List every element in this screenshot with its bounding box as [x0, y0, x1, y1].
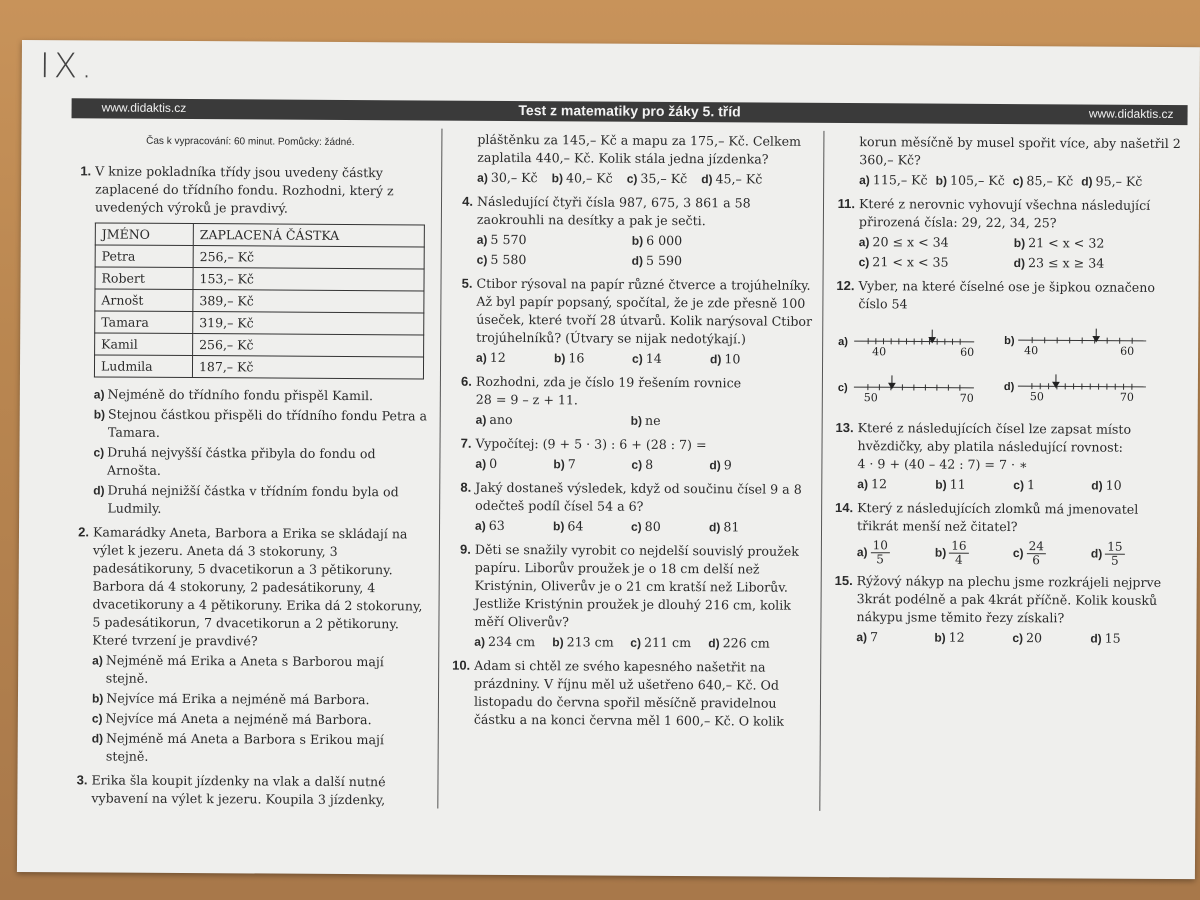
- question-7: 7. Vypočítej: (9 + 5 · 3) : 6 + (28 : 7) = a) 0 b) 7 c) 8 d) 9: [460, 435, 732, 473]
- page-title: Test z matematiky pro žáky 5. tříd: [518, 102, 741, 120]
- question-3: 3. Erika šla koupit jízdenky na vlak a další nutné vybavení na výlet k jezeru. Koupila 3 jízdenky,: [76, 772, 386, 808]
- svg-text:60: 60: [1120, 344, 1135, 358]
- question-3-continued: pláštěnku za 145,– Kč a mapu za 175,– Kč. Celkem zaplatila 440,– Kč. Kolik stála jedna jízdenka? a) 30,– Kč b) 40,– Kč c) 35,– Kč d) 45,– Kč: [477, 131, 802, 187]
- svg-text:a): a): [838, 335, 848, 349]
- payments-table: JMÉNO ZAPLACENÁ ČÁSTKA Petra 256,– Kč Robert 153,– Kč Arnošt 389,– Kč Tamara 319,– Kč Kamil 256,– Kč Ludmila 187,– Kč: [94, 222, 425, 379]
- question-4: 4. Následující čtyři čísla 987, 675, 3 861 a 58 zaokrouhli na desítky a pak je sečti. a) 5 570 b) 6 000 c) 5 580 d) 5 590: [462, 193, 751, 269]
- svg-text:70: 70: [1119, 390, 1134, 404]
- question-14: 14. Který z následujících zlomků má jmenovatel třikrát menší než čitatel? a) $\frac{10}{5}$ b) $\frac{16}{4}$ c) $\frac{24}{6}$ d) $\frac{15}{5}$: [835, 499, 1139, 568]
- svg-text:b): b): [1004, 335, 1015, 348]
- number-lines: [834, 313, 1155, 415]
- option-b: b) Nejvíce má Erika a nejméně má Barbora.: [91, 690, 370, 708]
- time-note: Čas k vypracování: 60 minut. Pomůcky: žádné.: [146, 135, 355, 149]
- question-12: 12. Vyber, na které číselné ose je šipkou označeno číslo 54 a) b) c) d) 40 60 40 60 50 70 50 70: [832, 277, 1183, 415]
- svg-text:d): d): [1003, 381, 1015, 394]
- table-row: Ludmila 187,– Kč: [94, 355, 423, 379]
- question-10: 10. Adam si chtěl ze svého kapesného našetřit na prázdniny. V říjnu měl už ušetřeno 640,– Kč. Od listopadu do června spořil měsíčně pravidelnou částku a na konci června měl 1 600,– Kč. O kolik: [452, 657, 785, 729]
- question-15: 15. Rýžový nákyp na plechu jsme rozkrájeli nejprve 3krát podélně a pak 4krát příčně. Kolik kousků nákypu jsme těmito řezy získali? a) 7 b) 12 c) 20 d) 15: [834, 572, 1162, 646]
- option-a: a) Nejméně do třídního fondu přispěl Kamil.: [93, 386, 374, 404]
- column-1: [65, 128, 431, 815]
- option-c: c) Druhá nejvyšší částka přibyla do fondu od Arnošta.: [93, 444, 376, 478]
- table-row: Kamil 256,– Kč: [95, 333, 424, 357]
- question-5: 5. Ctibor rýsoval na papír různé čtverce a trojúhelníky. Až byl papír popsaný, spočítal, že je zde přesně 100 úseček, které tvoří 28 útvarů. Kolik narýsoval Ctibor trojúhelníků? (Útvary se nijak nedotýkají.) a) 12 b) 16 c) 14 d) 10: [461, 275, 813, 367]
- column-2: [448, 131, 814, 737]
- option-d: d) Nejméně má Aneta a Barbora s Erikou mají stejně.: [91, 730, 385, 764]
- option-b: b) Stejnou částkou přispěli do třídního fondu Petra a Tamara.: [93, 406, 428, 440]
- option-c: c) Nejvíce má Aneta a nejméně má Barbora.: [91, 710, 372, 728]
- table-row: Tamara 319,– Kč: [95, 311, 424, 335]
- question-8: 8. Jaký dostaneš výsledek, když od součinu čísel 9 a 8 odečteš podíl čísel 54 a 6? a) 63 b) 64 c) 80 d) 81: [460, 479, 802, 535]
- svg-text:40: 40: [1024, 344, 1039, 358]
- column-divider: [819, 131, 824, 811]
- site-left: www.didaktis.cz: [101, 100, 187, 116]
- question-1: 1. V knize pokladníka třídy jsou uvedeny částky zaplacené do třídního fondu. Rozhodni, který z uvedených výroků je pravdivý. JMÉNO ZAPLACENÁ ČÁSTKA Petra 256,– Kč Robert 153,– Kč Arnošt 389,– Kč Tamara 319,– Kč Kamil 256,– Kč Ludmila 187,– Kč a) Nejméně do třídního fondu přispěl Kamil. b) Stejnou částkou přispěli do třídního fondu Petra a Tamara. c) Druhá nejvyšší částka přibyla do fondu od Arnošta. d) Druhá nejnižší částka v třídním fondu byla od Ludmily.: [67, 162, 431, 519]
- svg-text:70: 70: [959, 391, 974, 405]
- question-6: 6. Rozhodni, zda je číslo 19 řešením rovnice 28 = 9 – z + 11. a) ano b) ne: [461, 373, 742, 428]
- column-divider: [437, 129, 442, 809]
- svg-text:50: 50: [863, 391, 878, 405]
- handwritten-mark: IX.: [39, 46, 97, 87]
- site-right: www.didaktis.cz: [1088, 106, 1174, 122]
- svg-text:c): c): [837, 381, 848, 395]
- header-banner: [72, 98, 1188, 125]
- svg-text:40: 40: [872, 345, 887, 359]
- table-row: Arnošt 389,– Kč: [95, 289, 424, 313]
- question-2: 2. Kamarádky Aneta, Barbora a Erika se skládají na výlet k jezeru. Aneta dá 3 stokoruny, 3 padesátikoruny, 5 dvacetikorun a 3 pětikoruny. Barbora dá 4 stokoruny, 2 padesátikoruny, 4 dvacetikoruny a 4 pětikoruny. Erika dá 2 stokoruny, 5 padesátikorun, 7 dvacetikorun a 2 pětikoruny. Které tvrzení je pravdivé? a) Nejméně má Erika a Aneta s Barborou mají stejně. b) Nejvíce má Erika a nejméně má Barbora. c) Nejvíce má Aneta a nejméně má Barbora. d) Nejméně má Aneta a Barbora s Erikou mají stejně.: [66, 523, 429, 767]
- column-3: [830, 133, 1183, 654]
- test-sheet: [17, 40, 1200, 879]
- question-9: 9. Děti se snažily vyrobit co nejdelší souvislý proužek papíru. Liborův proužek je o 18 cm delší než Kristýnin, Oliverův je o 21 cm kratší než Liborův. Jestliže Kristýnin proužek je dlouhý 216 cm, kolik měří Oliverův? a) 234 cm b) 213 cm c) 211 cm d) 226 cm: [460, 541, 799, 651]
- option-d: d) Druhá nejnižší částka v třídním fondu byla od Ludmily.: [93, 482, 399, 516]
- svg-text:60: 60: [960, 345, 975, 359]
- question-13: 13. Které z následujících čísel lze zapsat místo hvězdičky, aby platila následující rovnost: 4 · 9 + (40 – 42 : 7) = 7 · ∗ a) 12 b) 11 c) 1 d) 10: [835, 419, 1132, 493]
- question-10-continued: korun měsíčně by musel spořit více, aby našetřil 2 360,– Kč? a) 115,– Kč b) 105,– Kč c) 85,– Kč d) 95,– Kč: [859, 134, 1181, 189]
- table-row: Petra 256,– Kč: [95, 245, 424, 269]
- table-row: Robert 153,– Kč: [95, 267, 424, 291]
- question-11: 11. Které z nerovnic vyhovují všechna následující přirozená čísla: 29, 22, 34, 25? a) 20 ≤ x < 34 b) 21 < x < 32 c) 21 < x < 35 d) 23 ≤ x ≥ 34: [837, 195, 1151, 271]
- svg-text:50: 50: [1029, 390, 1044, 404]
- option-a: a) Nejméně má Erika a Aneta s Barborou mají stejně.: [92, 652, 384, 686]
